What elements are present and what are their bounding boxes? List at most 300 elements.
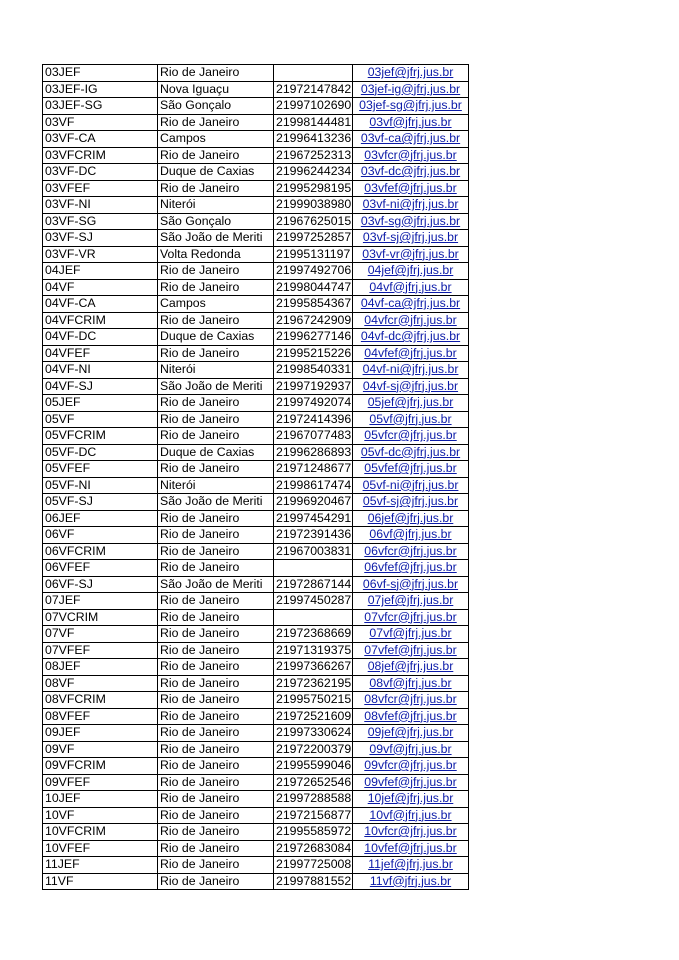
phone-cell: 21997102690 [274,98,353,115]
email-cell [353,642,469,659]
city-cell: Rio de Janeiro [158,840,274,857]
email-link[interactable]: 06vf-sj@jfrj.jus.br [362,576,459,591]
table-row [43,873,469,890]
table-row [43,527,469,544]
phone-cell: 21967252313 [274,147,353,164]
table-row [43,461,469,478]
city-cell: Rio de Janeiro [158,741,274,758]
email-link[interactable]: 10jef@jfrj.jus.br [367,791,454,805]
city-cell: Rio de Janeiro [158,758,274,775]
city-cell: Rio de Janeiro [158,411,274,428]
phone-cell: 21995599046 [274,758,353,775]
email-cell [353,312,469,329]
phone-cell: 21967077483 [274,428,353,445]
table-row [43,791,469,808]
phone-cell: 21996244234 [274,164,353,181]
email-link[interactable]: 05vfef@jfrj.jus.br [364,461,457,475]
phone-cell: 21972683084 [274,840,353,857]
unit-code-cell: 04VF-NI [43,362,158,379]
email-link[interactable]: 08vf@jfrj.jus.br [369,675,452,690]
email-cell [353,395,469,412]
email-cell [353,296,469,313]
email-link[interactable]: 04vf-ni@jfrj.jus.br [362,362,459,376]
city-cell: Rio de Janeiro [158,510,274,527]
city-cell: Niterói [158,477,274,494]
city-cell: Niterói [158,362,274,379]
table-row [43,114,469,131]
email-cell [353,197,469,214]
email-link[interactable]: 03vf@jfrj.jus.br [369,114,452,129]
city-cell: Niterói [158,197,274,214]
unit-code-cell: 04VF-SJ [43,378,158,395]
table-row [43,642,469,659]
unit-code-cell: 05JEF [43,395,158,412]
table-row [43,263,469,280]
city-cell: Rio de Janeiro [158,807,274,824]
email-cell [353,65,469,82]
email-link[interactable]: 03vf-vr@jfrj.jus.br [362,246,459,261]
email-cell [353,81,469,98]
city-cell: São João de Meriti [158,230,274,247]
email-link[interactable]: 10vf@jfrj.jus.br [369,807,452,822]
city-cell: Rio de Janeiro [158,527,274,544]
unit-code-cell: 06JEF [43,510,158,527]
table-row [43,576,469,593]
email-cell [353,114,469,131]
email-cell [353,246,469,263]
phone-cell: 21967003831 [274,543,353,560]
phone-cell: 21972414396 [274,411,353,428]
phone-cell: 21998617474 [274,477,353,494]
unit-code-cell: 10JEF [43,791,158,808]
table-row [43,510,469,527]
city-cell: Rio de Janeiro [158,626,274,643]
table-row [43,543,469,560]
unit-code-cell: 03JEF-IG [43,81,158,98]
unit-code-cell: 03VFEF [43,180,158,197]
email-link[interactable]: 03jef-ig@jfrj.jus.br [360,81,461,96]
email-link[interactable]: 03vf-sj@jfrj.jus.br [362,230,459,244]
email-link[interactable]: 09jef@jfrj.jus.br [367,725,454,739]
unit-code-cell: 05VF-SJ [43,494,158,511]
city-cell: Duque de Caxias [158,164,274,181]
email-link[interactable]: 08vfef@jfrj.jus.br [364,708,457,723]
email-cell [353,593,469,610]
city-cell: Rio de Janeiro [158,345,274,362]
unit-code-cell: 03VF-NI [43,197,158,214]
email-cell [353,362,469,379]
email-link[interactable]: 06vf@jfrj.jus.br [369,527,452,541]
city-cell: Rio de Janeiro [158,461,274,478]
email-cell [353,741,469,758]
email-link[interactable]: 05vf@jfrj.jus.br [369,411,452,426]
table-row [43,494,469,511]
email-cell [353,378,469,395]
phone-cell: 21967242909 [274,312,353,329]
table-row [43,395,469,412]
phone-cell: 21997492074 [274,395,353,412]
email-link[interactable]: 07jef@jfrj.jus.br [367,593,454,607]
phone-cell: 21997288588 [274,791,353,808]
unit-code-cell: 07VF [43,626,158,643]
table-row [43,444,469,461]
phone-cell: 21967625015 [274,213,353,230]
table-row [43,378,469,395]
unit-code-cell: 06VFCRIM [43,543,158,560]
phone-cell: 21972156877 [274,807,353,824]
email-cell [353,692,469,709]
email-link[interactable]: 03vf-ni@jfrj.jus.br [362,197,459,211]
unit-code-cell: 05VF [43,411,158,428]
contact-table [42,64,469,890]
email-cell [353,147,469,164]
table-row [43,659,469,676]
email-link[interactable]: 07vf@jfrj.jus.br [369,626,452,640]
unit-code-cell: 09VFEF [43,774,158,791]
email-link[interactable]: 09vf@jfrj.jus.br [369,741,452,756]
unit-code-cell: 07VCRIM [43,609,158,626]
email-cell [353,708,469,725]
city-cell: Rio de Janeiro [158,543,274,560]
email-link[interactable]: 10vfef@jfrj.jus.br [364,840,457,855]
email-link[interactable]: 04vfcr@jfrj.jus.br [364,312,457,327]
email-cell [353,444,469,461]
phone-cell: 21972867144 [274,576,353,593]
email-link[interactable]: 05vf-dc@jfrj.jus.br [360,444,461,459]
city-cell: Rio de Janeiro [158,428,274,445]
unit-code-cell: 05VFCRIM [43,428,158,445]
email-link[interactable]: 03jef@jfrj.jus.br [367,65,454,79]
email-cell [353,725,469,742]
unit-code-cell: 11VF [43,873,158,890]
email-link[interactable]: 04vfef@jfrj.jus.br [364,345,457,360]
unit-code-cell: 03VF-DC [43,164,158,181]
phone-cell: 21972362195 [274,675,353,692]
email-cell [353,675,469,692]
table-row [43,824,469,841]
city-cell: Duque de Caxias [158,444,274,461]
unit-code-cell: 03VF-SJ [43,230,158,247]
city-cell: Campos [158,131,274,148]
city-cell: Rio de Janeiro [158,560,274,577]
unit-code-cell: 07JEF [43,593,158,610]
phone-cell: 21995131197 [274,246,353,263]
email-cell [353,164,469,181]
email-link[interactable]: 07vfef@jfrj.jus.br [364,642,457,657]
email-cell [353,180,469,197]
city-cell: Rio de Janeiro [158,659,274,676]
email-cell [353,477,469,494]
phone-cell: 21997330624 [274,725,353,742]
email-link[interactable]: 09vfef@jfrj.jus.br [364,774,457,789]
table-row [43,312,469,329]
phone-cell: 21972147842 [274,81,353,98]
city-cell: Rio de Janeiro [158,873,274,890]
city-cell: Rio de Janeiro [158,593,274,610]
table-row [43,213,469,230]
city-cell: Rio de Janeiro [158,708,274,725]
table-row [43,411,469,428]
city-cell: Rio de Janeiro [158,824,274,841]
phone-cell: 21997192937 [274,378,353,395]
phone-cell: 21999038980 [274,197,353,214]
city-cell: São Gonçalo [158,213,274,230]
table-row [43,857,469,874]
email-link[interactable]: 07vfcr@jfrj.jus.br [364,609,457,624]
email-link[interactable]: 10vfcr@jfrj.jus.br [364,824,457,838]
phone-cell: 21971248677 [274,461,353,478]
city-cell: São João de Meriti [158,576,274,593]
city-cell: Rio de Janeiro [158,774,274,791]
email-link[interactable]: 05vf-sj@jfrj.jus.br [362,494,459,508]
phone-cell: 21997725008 [274,857,353,874]
table-row [43,708,469,725]
table-row [43,428,469,445]
email-cell [353,329,469,346]
phone-cell [274,560,353,577]
email-link[interactable]: 03jef-sg@jfrj.jus.br [359,98,462,112]
phone-cell: 21995298195 [274,180,353,197]
table-row [43,230,469,247]
unit-code-cell: 08VFCRIM [43,692,158,709]
table-row [43,131,469,148]
table-row [43,692,469,709]
unit-code-cell: 09VFCRIM [43,758,158,775]
email-link[interactable]: 11vf@jfrj.jus.br [369,873,452,888]
email-link[interactable]: 06vfef@jfrj.jus.br [364,560,457,574]
unit-code-cell: 08VF [43,675,158,692]
unit-code-cell: 08VFEF [43,708,158,725]
email-cell [353,279,469,296]
email-cell [353,873,469,890]
email-link[interactable]: 03vfcr@jfrj.jus.br [364,147,457,162]
phone-cell: 21997454291 [274,510,353,527]
unit-code-cell: 05VF-NI [43,477,158,494]
unit-code-cell: 03JEF [43,65,158,82]
unit-code-cell: 09JEF [43,725,158,742]
email-cell [353,659,469,676]
city-cell: Rio de Janeiro [158,395,274,412]
contact-table-body [43,65,469,890]
email-link[interactable]: 06vfcr@jfrj.jus.br [364,543,457,558]
email-cell [353,230,469,247]
email-link[interactable]: 05jef@jfrj.jus.br [367,395,454,409]
table-row [43,626,469,643]
phone-cell: 21996413236 [274,131,353,148]
email-cell [353,510,469,527]
city-cell: São Gonçalo [158,98,274,115]
phone-cell: 21972521609 [274,708,353,725]
city-cell: Rio de Janeiro [158,65,274,82]
phone-cell: 21995854367 [274,296,353,313]
city-cell: Rio de Janeiro [158,692,274,709]
table-row [43,807,469,824]
phone-cell: 21998540331 [274,362,353,379]
table-row [43,725,469,742]
email-link[interactable]: 04vf@jfrj.jus.br [369,279,452,294]
email-link[interactable]: 06jef@jfrj.jus.br [367,510,454,525]
email-link[interactable]: 04vf-sj@jfrj.jus.br [362,378,459,393]
phone-cell: 21972652546 [274,774,353,791]
email-cell [353,626,469,643]
phone-cell: 21996277146 [274,329,353,346]
unit-code-cell: 10VFEF [43,840,158,857]
phone-cell: 21996286893 [274,444,353,461]
table-row [43,329,469,346]
unit-code-cell: 11JEF [43,857,158,874]
table-row [43,675,469,692]
email-link[interactable]: 04vf-ca@jfrj.jus.br [360,296,461,310]
unit-code-cell: 05VF-DC [43,444,158,461]
table-row [43,609,469,626]
phone-cell: 21998144481 [274,114,353,131]
email-cell [353,263,469,280]
phone-cell: 21996920467 [274,494,353,511]
unit-code-cell: 03VF-VR [43,246,158,263]
email-link[interactable]: 04jef@jfrj.jus.br [367,263,454,277]
email-link[interactable]: 09vfcr@jfrj.jus.br [364,758,457,772]
unit-code-cell: 04JEF [43,263,158,280]
unit-code-cell: 03VF-CA [43,131,158,148]
unit-code-cell: 04VFEF [43,345,158,362]
table-row [43,345,469,362]
city-cell: Rio de Janeiro [158,279,274,296]
email-cell [353,807,469,824]
email-cell [353,609,469,626]
email-cell [353,824,469,841]
table-row [43,81,469,98]
phone-cell [274,65,353,82]
phone-cell: 21995585972 [274,824,353,841]
table-row [43,593,469,610]
city-cell: Rio de Janeiro [158,725,274,742]
unit-code-cell: 10VFCRIM [43,824,158,841]
email-cell [353,131,469,148]
unit-code-cell: 06VF-SJ [43,576,158,593]
table-row [43,147,469,164]
email-link[interactable]: 05vfcr@jfrj.jus.br [364,428,457,442]
table-row [43,560,469,577]
city-cell: São João de Meriti [158,494,274,511]
unit-code-cell: 10VF [43,807,158,824]
table-row [43,758,469,775]
city-cell: Campos [158,296,274,313]
unit-code-cell: 04VF [43,279,158,296]
unit-code-cell: 05VFEF [43,461,158,478]
city-cell: Rio de Janeiro [158,675,274,692]
email-link[interactable]: 05vf-ni@jfrj.jus.br [362,477,459,492]
phone-cell: 21972368669 [274,626,353,643]
unit-code-cell: 06VFEF [43,560,158,577]
unit-code-cell: 04VFCRIM [43,312,158,329]
email-link[interactable]: 03vf-sg@jfrj.jus.br [360,213,461,228]
email-cell [353,774,469,791]
email-link[interactable]: 11jef@jfrj.jus.br [368,857,453,871]
table-row [43,296,469,313]
city-cell: Rio de Janeiro [158,609,274,626]
phone-cell: 21997881552 [274,873,353,890]
email-cell [353,791,469,808]
city-cell: Rio de Janeiro [158,147,274,164]
phone-cell: 21997492706 [274,263,353,280]
email-link[interactable]: 03vf-ca@jfrj.jus.br [360,131,461,145]
email-link[interactable]: 03vf-dc@jfrj.jus.br [360,164,461,178]
phone-cell: 21997252857 [274,230,353,247]
email-cell [353,857,469,874]
unit-code-cell: 03VF-SG [43,213,158,230]
unit-code-cell: 07VFEF [43,642,158,659]
phone-cell: 21997450287 [274,593,353,610]
city-cell: Rio de Janeiro [158,312,274,329]
email-cell [353,543,469,560]
phone-cell: 21998044747 [274,279,353,296]
phone-cell: 21972200379 [274,741,353,758]
phone-cell: 21971319375 [274,642,353,659]
table-row [43,741,469,758]
table-row [43,98,469,115]
unit-code-cell: 03VF [43,114,158,131]
city-cell: Nova Iguaçu [158,81,274,98]
table-row [43,246,469,263]
unit-code-cell: 09VF [43,741,158,758]
table-row [43,840,469,857]
email-cell [353,411,469,428]
email-cell [353,840,469,857]
email-link[interactable]: 03vfef@jfrj.jus.br [364,180,457,195]
city-cell: Duque de Caxias [158,329,274,346]
table-row [43,180,469,197]
phone-cell: 21997366267 [274,659,353,676]
phone-cell: 21995750215 [274,692,353,709]
table-row [43,279,469,296]
city-cell: Volta Redonda [158,246,274,263]
email-cell [353,576,469,593]
table-row [43,65,469,82]
email-cell [353,461,469,478]
phone-cell: 21995215226 [274,345,353,362]
unit-code-cell: 03JEF-SG [43,98,158,115]
email-cell [353,428,469,445]
unit-code-cell: 06VF [43,527,158,544]
city-cell: Rio de Janeiro [158,114,274,131]
phone-cell [274,609,353,626]
phone-cell: 21972391436 [274,527,353,544]
city-cell: Rio de Janeiro [158,263,274,280]
table-row [43,164,469,181]
table-row [43,197,469,214]
email-cell [353,758,469,775]
email-link[interactable]: 08jef@jfrj.jus.br [367,659,454,673]
email-cell [353,213,469,230]
table-row [43,774,469,791]
email-cell [353,527,469,544]
table-row [43,477,469,494]
unit-code-cell: 04VF-DC [43,329,158,346]
unit-code-cell: 04VF-CA [43,296,158,313]
city-cell: Rio de Janeiro [158,857,274,874]
city-cell: Rio de Janeiro [158,642,274,659]
city-cell: São João de Meriti [158,378,274,395]
email-cell [353,98,469,115]
unit-code-cell: 08JEF [43,659,158,676]
email-cell [353,494,469,511]
email-link[interactable]: 04vf-dc@jfrj.jus.br [360,329,461,343]
city-cell: Rio de Janeiro [158,180,274,197]
unit-code-cell: 03VFCRIM [43,147,158,164]
email-link[interactable]: 08vfcr@jfrj.jus.br [364,692,457,706]
city-cell: Rio de Janeiro [158,791,274,808]
email-cell [353,345,469,362]
